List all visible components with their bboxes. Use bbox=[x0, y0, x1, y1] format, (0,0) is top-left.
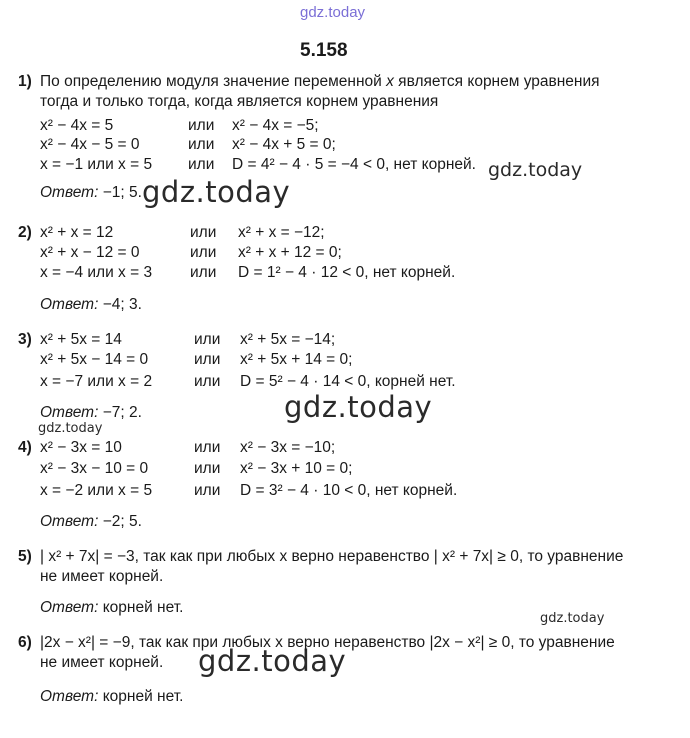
equation: x² + x − 12 = 0 bbox=[40, 244, 140, 261]
equation: x² − 4x − 5 = 0 bbox=[40, 136, 140, 153]
answer-label: Ответ: bbox=[40, 688, 99, 705]
answer-value: −1; 5. bbox=[102, 184, 142, 201]
problem-intro-continued: тогда и только тогда, когда является корнем уравнения bbox=[40, 93, 439, 110]
answer-value: −4; 3. bbox=[102, 296, 142, 313]
equation: x² − 3x = 10 bbox=[40, 439, 122, 456]
roots: x = −4 или x = 3 bbox=[40, 264, 153, 281]
discriminant: D = 4² − 4 · 5 = −4 < 0, нет корней. bbox=[232, 156, 476, 173]
equation: x² + 5x + 14 = 0; bbox=[240, 351, 353, 368]
problem-number: 4) bbox=[18, 439, 32, 456]
problem-number: 6) bbox=[18, 634, 32, 651]
discriminant: D = 3² − 4 · 10 < 0, нет корней. bbox=[240, 482, 458, 499]
equation: x² − 3x + 10 = 0; bbox=[240, 460, 353, 477]
equation: x² + 5x = −14; bbox=[240, 331, 336, 348]
problem-intro: По определению модуля значение переменной x является корнем уравнения bbox=[40, 73, 600, 90]
answer-value: −7; 2. bbox=[102, 404, 142, 421]
connector: или bbox=[194, 351, 221, 368]
equation: x² + 5x − 14 = 0 bbox=[40, 351, 149, 368]
answer-value: корней нет. bbox=[102, 688, 184, 705]
watermark: gdz.today bbox=[540, 611, 605, 626]
answer bbox=[40, 296, 142, 314]
answer-label: Ответ: bbox=[40, 184, 99, 201]
roots: x = −1 или x = 5 bbox=[40, 156, 153, 173]
problem-number: 2) bbox=[18, 224, 32, 241]
answer bbox=[40, 513, 142, 531]
answer-label: Ответ: bbox=[40, 296, 99, 313]
connector: или bbox=[190, 244, 217, 261]
equation: x² + x + 12 = 0; bbox=[238, 244, 342, 261]
equation: x² − 4x + 5 = 0; bbox=[232, 136, 336, 153]
connector: или bbox=[194, 331, 221, 348]
answer-value: −2; 5. bbox=[102, 513, 142, 530]
watermark: gdz.today bbox=[142, 175, 291, 209]
watermark-top: gdz.today bbox=[300, 4, 366, 21]
equation: x² + 5x = 14 bbox=[40, 331, 122, 348]
connector: или bbox=[190, 224, 217, 241]
equation: x² − 3x − 10 = 0 bbox=[40, 460, 149, 477]
page-title: 5.158 bbox=[300, 40, 348, 61]
connector: или bbox=[188, 156, 215, 173]
watermark: gdz.today bbox=[488, 159, 583, 181]
answer-label: Ответ: bbox=[40, 404, 99, 421]
roots: x = −7 или x = 2 bbox=[40, 373, 153, 390]
equation: x² − 3x = −10; bbox=[240, 439, 336, 456]
connector: или bbox=[188, 136, 215, 153]
equation: x² − 4x = 5 bbox=[40, 117, 114, 134]
discriminant: D = 5² − 4 · 14 < 0, корней нет. bbox=[240, 373, 456, 390]
problem-text: | x² + 7x| = −3, так как при любых x верно неравенство | x² + 7x| ≥ 0, то уравнение bbox=[40, 548, 624, 565]
connector: или bbox=[194, 482, 221, 499]
connector: или bbox=[194, 439, 221, 456]
equation: x² + x = 12 bbox=[40, 224, 114, 241]
equation: x² − 4x = −5; bbox=[232, 117, 319, 134]
problem-number: 1) bbox=[18, 73, 32, 90]
answer bbox=[40, 184, 142, 202]
problem-text-continued: не имеет корней. bbox=[40, 568, 164, 585]
answer bbox=[40, 688, 183, 706]
connector: или bbox=[194, 460, 221, 477]
roots: x = −2 или x = 5 bbox=[40, 482, 153, 499]
answer bbox=[40, 404, 142, 422]
watermark: gdz.today bbox=[38, 421, 103, 436]
connector: или bbox=[194, 373, 221, 390]
answer bbox=[40, 599, 183, 617]
connector: или bbox=[190, 264, 217, 281]
discriminant: D = 1² − 4 · 12 < 0, нет корней. bbox=[238, 264, 456, 281]
equation: x² + x = −12; bbox=[238, 224, 325, 241]
watermark: gdz.today bbox=[284, 390, 433, 424]
problem-text-continued: не имеет корней. bbox=[40, 654, 164, 671]
connector: или bbox=[188, 117, 215, 134]
answer-value: корней нет. bbox=[102, 599, 184, 616]
answer-label: Ответ: bbox=[40, 599, 99, 616]
answer-label: Ответ: bbox=[40, 513, 99, 530]
watermark: gdz.today bbox=[198, 644, 347, 678]
problem-number: 3) bbox=[18, 331, 32, 348]
problem-text: |2x − x²| = −9, так как при любых x верно неравенство |2x − x²| ≥ 0, то уравнение bbox=[40, 634, 615, 651]
problem-number: 5) bbox=[18, 548, 32, 565]
